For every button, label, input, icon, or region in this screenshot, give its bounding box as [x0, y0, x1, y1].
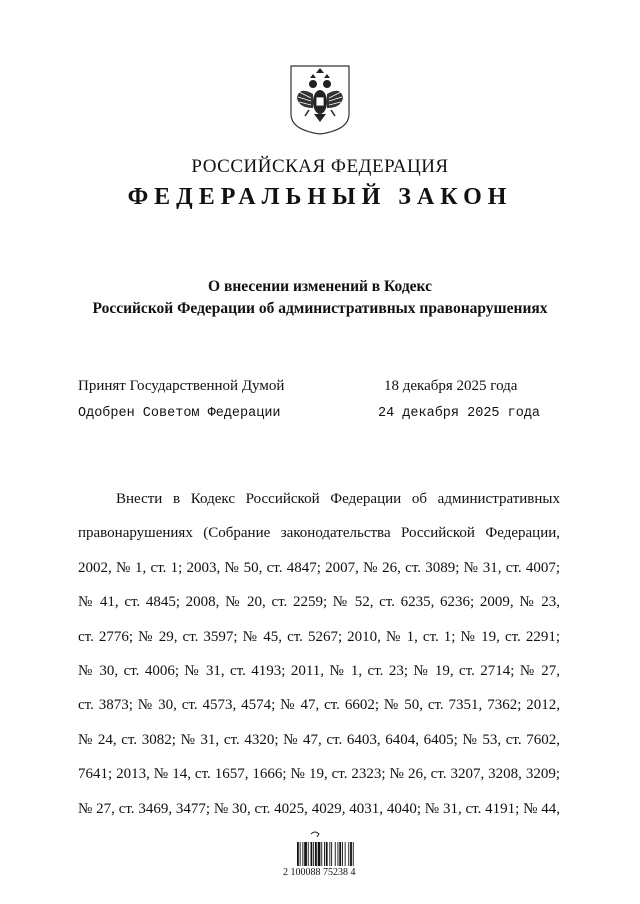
- country-name: РОССИЙСКАЯ ФЕДЕРАЦИЯ: [191, 156, 449, 177]
- body-line: 7641; 2013, № 14, ст. 1657, 1666; № 19, ст. 2323; № 26, ст. 3207, 3208, 3209;: [78, 766, 560, 783]
- body-line: Внести в Кодекс Российской Федерации об административных: [116, 491, 560, 507]
- body-line: № 30, ст. 4006; № 31, ст. 4193; 2011, № 1, ст. 23; № 19, ст. 2714; № 27,: [78, 662, 560, 679]
- council-approval-label: Одобрен Советом Федерации: [78, 406, 281, 421]
- law-title-line-2: Российской Федерации об административных правонарушениях: [92, 300, 548, 317]
- body-line: ст. 2776; № 29, ст. 3597; № 45, ст. 5267; 2010, № 1, ст. 1; № 19, ст. 2291;: [78, 628, 560, 645]
- law-type-heading: ФЕДЕРАЛЬНЫЙ ЗАКОН: [127, 184, 513, 210]
- body-line: 2002, № 1, ст. 1; 2003, № 50, ст. 4847; 2007, № 26, ст. 3089; № 31, ст. 4007;: [78, 559, 560, 576]
- body-line: правонарушениях (Собрание законодательства Российской Федерации,: [78, 525, 560, 542]
- council-approval-date: 24 декабря 2025 года: [378, 406, 541, 421]
- duma-adoption-date: 18 декабря 2025 года: [384, 378, 518, 394]
- law-body: [78, 482, 560, 826]
- coat-of-arms-icon: [289, 64, 351, 136]
- body-line: ст. 3873; № 30, ст. 4573, 4574; № 47, ст. 6602; № 50, ст. 7351, 7362; 2012,: [78, 697, 560, 714]
- law-title: [0, 276, 640, 320]
- body-line: № 24, ст. 3082; № 31, ст. 4320; № 47, ст. 6403, 6404, 6405; № 53, ст. 7602,: [78, 731, 560, 748]
- barcode-number: 2 100088 75238 4: [283, 867, 356, 878]
- body-line: № 41, ст. 4845; 2008, № 20, ст. 2259; № 52, ст. 6235, 6236; 2009, № 23,: [78, 594, 560, 611]
- duma-adoption-label: Принят Государственной Думой: [78, 378, 285, 394]
- law-title-line-1: О внесении изменений в Кодекс: [208, 278, 432, 295]
- body-line: № 27, ст. 3469, 3477; № 30, ст. 4025, 4029, 4031, 4040; № 31, ст. 4191; № 44,: [78, 800, 560, 817]
